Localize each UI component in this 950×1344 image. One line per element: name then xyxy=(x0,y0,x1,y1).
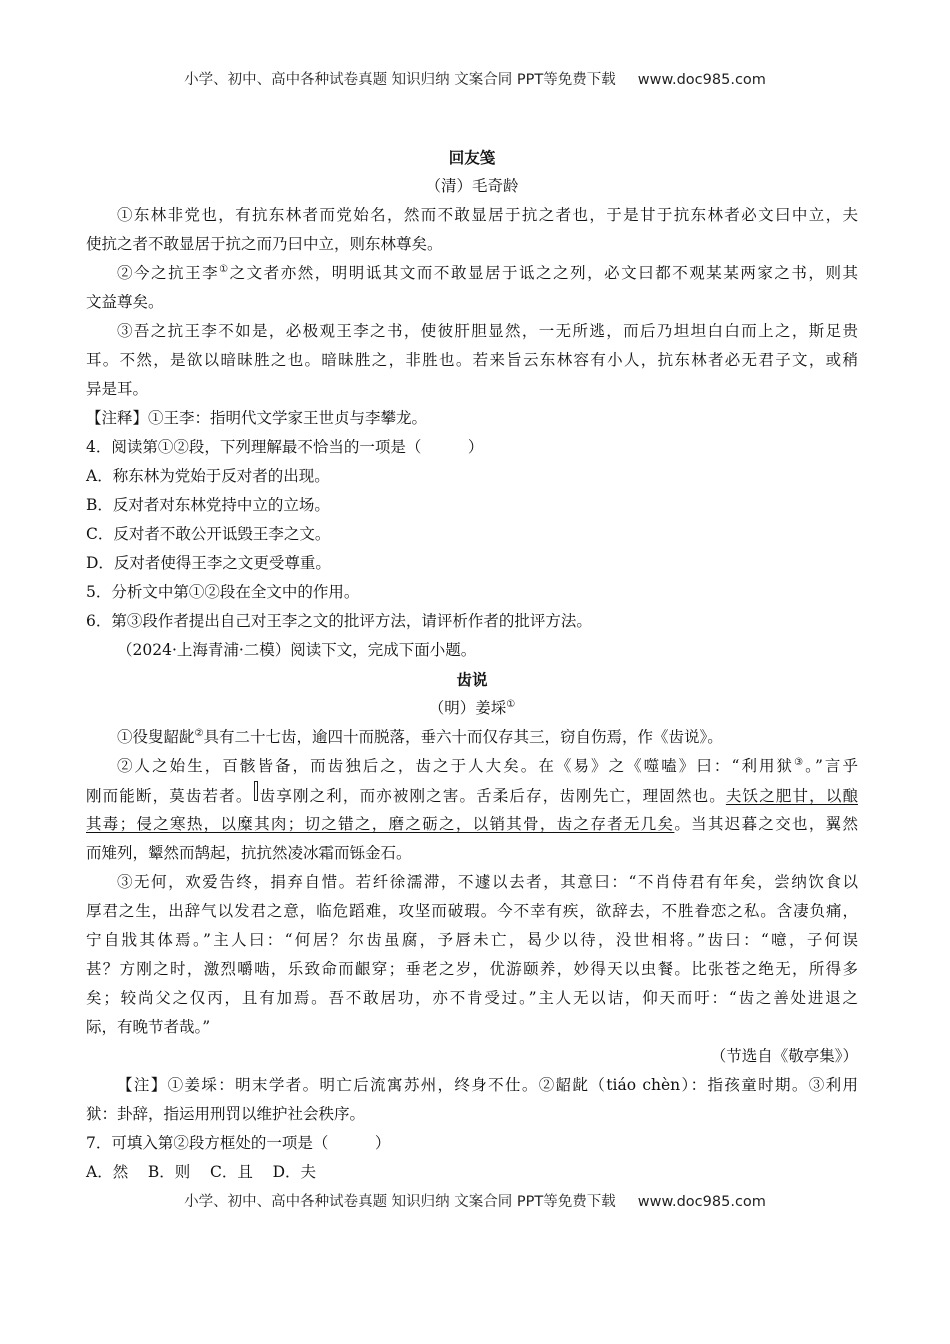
footnote-marker: ② xyxy=(194,728,204,739)
page-header xyxy=(0,68,950,89)
text-span: 齿享刚之利，而亦被刚之害。舌柔后存，齿刚先亡，理固然也。 xyxy=(258,787,726,805)
footer-site: www.doc985.com xyxy=(637,1194,766,1210)
paragraph-line xyxy=(86,781,858,810)
section-intro: （2024·上海青浦·二模）阅读下文，完成下面小题。 xyxy=(117,641,477,659)
underlined-text: 其毒；侵之寒热，以糜其肉；切之错之，磨之砺之，以销其骨，齿之存者无几矣 xyxy=(86,815,675,833)
paragraph-line xyxy=(86,259,858,288)
text-span: 之文者亦然，明明诋其文而不敢显居于诋之之列，必文曰都不观某某两家之书，则其 xyxy=(229,264,858,282)
paragraph-line: 文益尊矣。 xyxy=(86,293,164,311)
author-line: （清）毛奇龄 xyxy=(425,177,519,195)
header-site: www.doc985.com xyxy=(637,72,766,88)
paragraph-line xyxy=(86,752,858,781)
question-6: 6．第③段作者提出自己对王李之文的批评方法，请评析作者的批评方法。 xyxy=(86,612,592,630)
option-b: B．反对者对东林党持中立的立场。 xyxy=(86,496,330,514)
footer-text: 小学、初中、高中各种试卷真题 知识归纳 文案合同 PPT等免费下载 xyxy=(184,1194,616,1210)
paragraph-line: ③无何，欢爱告终，捐弃自惜。若纤徐濡滞，不遽以去者，其意曰：“不肖侍君有年矣，尝纳饮食以 xyxy=(117,873,858,891)
text-span: 。”言乎 xyxy=(805,757,858,775)
question-7-options: A．然 B．则 C．且 D．夫 xyxy=(86,1163,316,1181)
underlined-text: 夫饫之肥甘，以酿 xyxy=(725,787,858,805)
text-span: 。当其迟暮之交也，翼然 xyxy=(674,815,858,833)
page-footer xyxy=(0,1190,950,1211)
paragraph-line: 宁自戕其体焉。”主人曰：“何居？尔齿虽腐，予唇未亡，曷少以待，没世相将。”齿曰：“噫，子何误 xyxy=(86,931,858,949)
paragraph-line: 使抗之者不敢显居于抗之而乃曰中立，则东林尊矣。 xyxy=(86,235,443,253)
paragraph-line: 厚君之生，出辞气以发君之意，临危蹈难，攻坚而破瑕。今不幸有疾，欲辞去，不胜眷恋之私。含凄负痛， xyxy=(86,902,858,920)
paragraph-line xyxy=(86,723,858,752)
source-line: （节选自《敬亭集》） xyxy=(710,1047,858,1065)
option-d: D．反对者使得王李之文更受尊重。 xyxy=(86,554,331,572)
question-5: 5．分析文中第①②段在全文中的作用。 xyxy=(86,583,360,601)
paragraph-line: 而雉列，颦然而鹄起，抗抗然凌冰霜而铄金石。 xyxy=(86,844,412,862)
paragraph-line: 耳。不然，是欲以暗昧胜之也。暗昧胜之，非胜也。若来旨云东林容有小人，抗东林者必无君子文，或稍 xyxy=(86,351,858,369)
essay-title: 齿说 xyxy=(456,670,488,689)
text-span: ①役叟龆龀 xyxy=(117,728,195,746)
footnote-marker: ③ xyxy=(794,757,806,768)
text-span: 具有二十七齿，逾四十而脱落，垂六十而仅存其三，窃自伤焉，作《齿说》。 xyxy=(203,728,723,746)
paragraph-line: 际，有晚节者哉。” xyxy=(86,1018,211,1036)
blank-box xyxy=(254,781,258,801)
author-line xyxy=(86,694,858,723)
header-text: 小学、初中、高中各种试卷真题 知识归纳 文案合同 PPT等免费下载 xyxy=(184,72,616,88)
text-span: ②今之抗王李 xyxy=(117,264,220,282)
paragraph-line: ①东林非党也，有抗东林者而党始名，然而不敢显居于抗之者也，于是甘于抗东林者必文曰中立，夫 xyxy=(117,206,858,224)
poem-title: 回友笺 xyxy=(448,148,496,167)
footnote-marker: ① xyxy=(506,699,516,710)
text-span: 刚而能断，莫齿若者。 xyxy=(86,787,253,805)
question-4: 4．阅读第①②段，下列理解最不恰当的一项是（ ） xyxy=(86,438,484,456)
option-c: C．反对者不敢公开诋毁王李之文。 xyxy=(86,525,331,543)
document-body xyxy=(86,143,858,1187)
paragraph-line: ③吾之抗王李不如是，必极观王李之书，使彼肝胆显然，一无所逃，而后乃坦坦白白而上之，斯足贵 xyxy=(117,322,858,340)
text-span: ②人之始生，百骸皆备，而齿独后之，齿之于人大矣。在《易》之《噬嗑》曰：“利用狱 xyxy=(117,757,795,775)
footnote-marker: ① xyxy=(219,264,230,275)
text-span: （明）姜埰 xyxy=(428,699,507,717)
paragraph-line: 异是耳。 xyxy=(86,380,149,398)
paragraph-line xyxy=(86,810,858,839)
paragraph-line: 甚？方刚之时，激烈嚼啮，乐致命而齦穿；垂老之岁，优游颐养，妙得天以虫餐。比张苍之绝无，所得多 xyxy=(86,960,858,978)
paragraph-line: 矣；较尚父之仅丙，且有加焉。吾不敢居功，亦不肯受过。”主人无以诘，仰天而吁：“齿之善处进退之 xyxy=(86,989,858,1007)
annotation-note: 【注释】①王李：指明代文学家王世贞与李攀龙。 xyxy=(86,409,428,427)
option-a: A．称东林为党始于反对者的出现。 xyxy=(86,467,330,485)
annotation-note: 狱：卦辞，指运用刑罚以维护社会秩序。 xyxy=(86,1105,366,1123)
annotation-note: 【注】①姜埰：明末学者。明亡后流寓苏州，终身不仕。②龆龀（tiáo chèn）：指孩童时期。③利用 xyxy=(117,1076,858,1094)
question-7: 7．可填入第②段方框处的一项是（ ） xyxy=(86,1134,391,1152)
